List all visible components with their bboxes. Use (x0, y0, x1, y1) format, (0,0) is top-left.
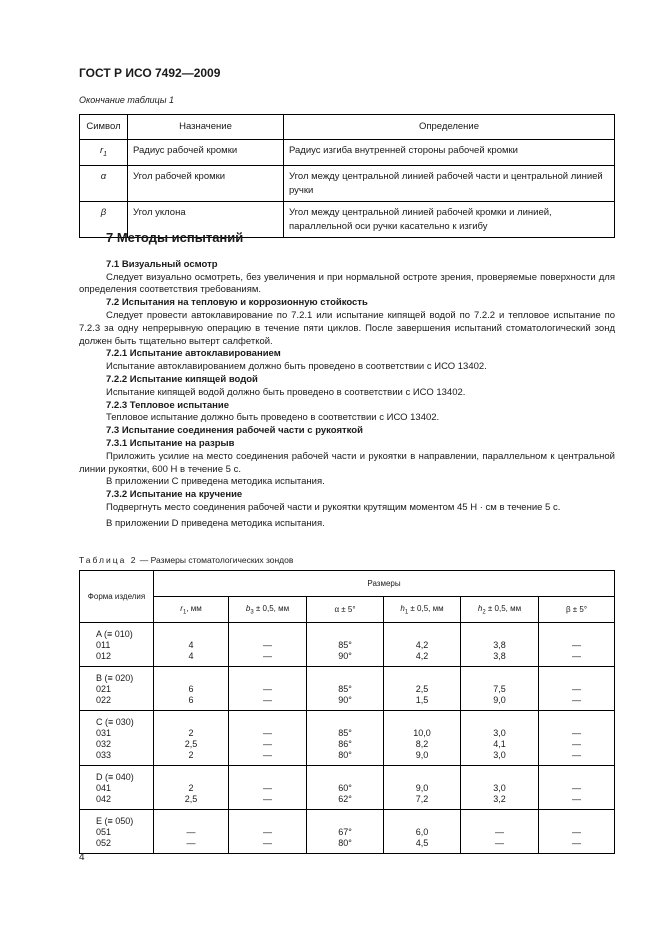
text-7-3-2: Подвергнуть место соединения рабочей части и рукоятки крутящим моментом 45 Н · см в течение 5 с. (106, 501, 561, 513)
empty-cell (384, 667, 461, 685)
r1-cell: 2 (154, 750, 229, 766)
model-cell: 031 (80, 728, 154, 739)
definition-cell: Угол между центральной линией рабочей части и центральной линией ручки (284, 165, 615, 201)
empty-cell (384, 766, 461, 784)
heading-7-3-2: 7.3.2 Испытание на кручение (106, 489, 243, 501)
beta-cell: — (539, 739, 615, 750)
empty-cell (461, 810, 539, 828)
empty-cell (307, 623, 384, 641)
h2-cell: 3,2 (461, 794, 539, 810)
table2-row (80, 794, 615, 810)
h2-cell: 3,0 (461, 728, 539, 739)
r1-cell: 4 (154, 640, 229, 651)
alpha-cell: 80° (307, 750, 384, 766)
empty-cell (229, 766, 307, 784)
beta-cell: — (539, 695, 615, 711)
empty-cell (229, 667, 307, 685)
beta-cell: — (539, 651, 615, 667)
alpha-cell: 90° (307, 651, 384, 667)
empty-cell (384, 711, 461, 729)
alpha-cell: 67° (307, 827, 384, 838)
model-cell: 021 (80, 684, 154, 695)
empty-cell (229, 810, 307, 828)
form-cell: C (≡ 030) (80, 711, 154, 729)
form-cell: D (≡ 040) (80, 766, 154, 784)
h2-cell: 9,0 (461, 695, 539, 711)
table2-row (80, 838, 615, 854)
model-cell: 032 (80, 739, 154, 750)
table2-header-h2: $h_2 \pm 0,5$, мм (461, 597, 539, 623)
h1-cell: 8,2 (384, 739, 461, 750)
beta-cell: — (539, 783, 615, 794)
alpha-cell: 85° (307, 640, 384, 651)
h1-cell: 10,0 (384, 728, 461, 739)
table2-row (80, 640, 615, 651)
r1-cell: 6 (154, 695, 229, 711)
b3-cell: — (229, 695, 307, 711)
annex-ref-7-3-2: В приложении D приведена методика испытания. (106, 517, 325, 529)
alpha-cell: 80° (307, 838, 384, 854)
empty-cell (229, 623, 307, 641)
table2-row (80, 728, 615, 739)
h1-cell: 7,2 (384, 794, 461, 810)
r1-cell: 2 (154, 783, 229, 794)
beta-cell: — (539, 640, 615, 651)
empty-cell (539, 667, 615, 685)
table2-row (80, 783, 615, 794)
b3-cell: — (229, 794, 307, 810)
symbol-cell: $r_1$ (80, 140, 128, 166)
page-number: 4 (79, 852, 85, 863)
table2-header-alpha: α ± 5° (307, 597, 384, 623)
table2-header-r1: $r_1$, мм (154, 597, 229, 623)
empty-cell (539, 711, 615, 729)
empty-cell (539, 623, 615, 641)
table2-row (80, 651, 615, 667)
model-cell: 052 (80, 838, 154, 854)
empty-cell (461, 623, 539, 641)
section-7 (79, 232, 615, 531)
empty-cell (461, 766, 539, 784)
table2-group-row (80, 667, 615, 685)
table2-row (80, 750, 615, 766)
h2-cell: 3,0 (461, 783, 539, 794)
heading-7-2-1: 7.2.1 Испытание автоклавированием (106, 348, 281, 360)
symbol-cell: β (80, 201, 128, 237)
model-cell: 022 (80, 695, 154, 711)
table2-group-row (80, 810, 615, 828)
table1-row (80, 140, 615, 166)
document-code: ГОСТ Р ИСО 7492—2009 (79, 66, 221, 80)
model-cell: 012 (80, 651, 154, 667)
table2-row (80, 684, 615, 695)
h2-cell: 3,0 (461, 750, 539, 766)
heading-7-3-1: 7.3.1 Испытание на разрыв (106, 437, 235, 449)
text-7-3-1: Приложить усилие на место соединения рабочей части и рукоятки в направлении, параллельном к центральной линии рукоятки, 600 Н в течение 5 с. (79, 450, 615, 475)
alpha-cell: 90° (307, 695, 384, 711)
empty-cell (307, 711, 384, 729)
form-cell: A (≡ 010) (80, 623, 154, 641)
text-7-2-1: Испытание автоклавированием должно быть проведено в соответствии с ИСО 13402. (106, 361, 487, 373)
r1-cell: 2,5 (154, 794, 229, 810)
beta-cell: — (539, 684, 615, 695)
h1-cell: 6,0 (384, 827, 461, 838)
b3-cell: — (229, 684, 307, 695)
h2-cell: — (461, 827, 539, 838)
empty-cell (307, 810, 384, 828)
definition-cell: Радиус изгиба внутренней стороны рабочей кромки (284, 140, 615, 166)
table2-row (80, 739, 615, 750)
empty-cell (384, 810, 461, 828)
r1-cell: — (154, 838, 229, 854)
beta-cell: — (539, 838, 615, 854)
h1-cell: 1,5 (384, 695, 461, 711)
definition-cell: Угол между центральной линией рабочей кромки и линией, параллельной оси ручки касательно к изгибу (284, 201, 615, 237)
table1-header-name: Назначение (128, 115, 284, 140)
table2-body (80, 623, 615, 854)
r1-cell: 2 (154, 728, 229, 739)
table2-group-row (80, 766, 615, 784)
beta-cell: — (539, 728, 615, 739)
text-7-2-2: Испытание кипящей водой должно быть проведено в соответствии с ИСО 13402. (106, 386, 466, 398)
h2-cell: 3,8 (461, 651, 539, 667)
table2-header-sizes: Размеры (154, 571, 615, 597)
model-cell: 033 (80, 750, 154, 766)
heading-7-2-2: 7.2.2 Испытание кипящей водой (106, 373, 258, 385)
table2-row (80, 827, 615, 838)
beta-cell: — (539, 827, 615, 838)
b3-cell: — (229, 739, 307, 750)
heading-7-1: 7.1 Визуальный осмотр (106, 258, 218, 270)
empty-cell (539, 810, 615, 828)
model-cell: 051 (80, 827, 154, 838)
h2-cell: 7,5 (461, 684, 539, 695)
b3-cell: — (229, 651, 307, 667)
text-7-1: Следует визуально осмотреть, без увеличения и при нормальной остроте зрения, проверяемые поверхности для определения соответствия требованиям. (79, 271, 615, 296)
form-cell: B (≡ 020) (80, 667, 154, 685)
beta-cell: — (539, 794, 615, 810)
table1 (79, 114, 615, 238)
table2-caption-label: Таблица 2 (79, 555, 138, 565)
empty-cell (539, 766, 615, 784)
table2-header-beta: β ± 5° (539, 597, 615, 623)
table2-caption-text: — Размеры стоматологических зондов (139, 555, 294, 565)
h1-cell: 2,5 (384, 684, 461, 695)
table2-row (80, 695, 615, 711)
h1-cell: 4,2 (384, 640, 461, 651)
b3-cell: — (229, 783, 307, 794)
heading-7-2-3: 7.2.3 Тепловое испытание (106, 399, 230, 411)
empty-cell (154, 623, 229, 641)
alpha-cell: 62° (307, 794, 384, 810)
b3-cell: — (229, 640, 307, 651)
table1-row (80, 165, 615, 201)
table1-caption: Окончание таблицы 1 (79, 95, 174, 105)
empty-cell (154, 766, 229, 784)
h1-cell: 9,0 (384, 750, 461, 766)
table2-header-h1: $h_1 \pm 0,5$, мм (384, 597, 461, 623)
empty-cell (154, 711, 229, 729)
section-title: 7 Методы испытаний (106, 230, 244, 245)
empty-cell (384, 623, 461, 641)
empty-cell (154, 810, 229, 828)
h1-cell: 9,0 (384, 783, 461, 794)
empty-cell (229, 711, 307, 729)
beta-cell: — (539, 750, 615, 766)
model-cell: 041 (80, 783, 154, 794)
empty-cell (307, 667, 384, 685)
form-cell: E (≡ 050) (80, 810, 154, 828)
h1-cell: 4,2 (384, 651, 461, 667)
name-cell: Радиус рабочей кромки (128, 140, 284, 166)
annex-ref-7-3-1: В приложении С приведена методика испытания. (106, 476, 325, 488)
empty-cell (154, 667, 229, 685)
text-7-2-3: Тепловое испытание должно быть проведено в соответствии с ИСО 13402. (106, 412, 440, 424)
h2-cell: — (461, 838, 539, 854)
r1-cell: 6 (154, 684, 229, 695)
table1-header-symbol: Символ (80, 115, 128, 140)
r1-cell: — (154, 827, 229, 838)
empty-cell (307, 766, 384, 784)
heading-7-3: 7.3 Испытание соединения рабочей части с рукояткой (106, 425, 363, 437)
table2 (79, 570, 615, 854)
name-cell: Угол рабочей кромки (128, 165, 284, 201)
h2-cell: 3,8 (461, 640, 539, 651)
r1-cell: 4 (154, 651, 229, 667)
h2-cell: 4,1 (461, 739, 539, 750)
empty-cell (461, 711, 539, 729)
alpha-cell: 85° (307, 728, 384, 739)
alpha-cell: 60° (307, 783, 384, 794)
b3-cell: — (229, 728, 307, 739)
empty-cell (461, 667, 539, 685)
model-cell: 042 (80, 794, 154, 810)
table2-header-form: Форма изделия (80, 571, 154, 623)
r1-cell: 2,5 (154, 739, 229, 750)
heading-7-2: 7.2 Испытания на тепловую и коррозионную стойкость (106, 297, 368, 309)
table2-caption (79, 555, 293, 565)
model-cell: 011 (80, 640, 154, 651)
h1-cell: 4,5 (384, 838, 461, 854)
table1-header-definition: Определение (284, 115, 615, 140)
symbol-cell: α (80, 165, 128, 201)
name-cell: Угол уклона (128, 201, 284, 237)
b3-cell: — (229, 838, 307, 854)
b3-cell: — (229, 750, 307, 766)
alpha-cell: 85° (307, 684, 384, 695)
text-7-2: Следует провести автоклавирование по 7.2.1 или испытание кипящей водой по 7.2.2 и тепловое испытание по 7.2.3 за одну непрерывную операцию в течение пяти циклов. После завершения испытаний стоматологический зонд должен быть тщательно вытерт салфеткой. (79, 309, 615, 347)
table2-header-b3: $b_3 \pm 0,5$, мм (229, 597, 307, 623)
b3-cell: — (229, 827, 307, 838)
table2-group-row (80, 711, 615, 729)
table2-group-row (80, 623, 615, 641)
alpha-cell: 86° (307, 739, 384, 750)
